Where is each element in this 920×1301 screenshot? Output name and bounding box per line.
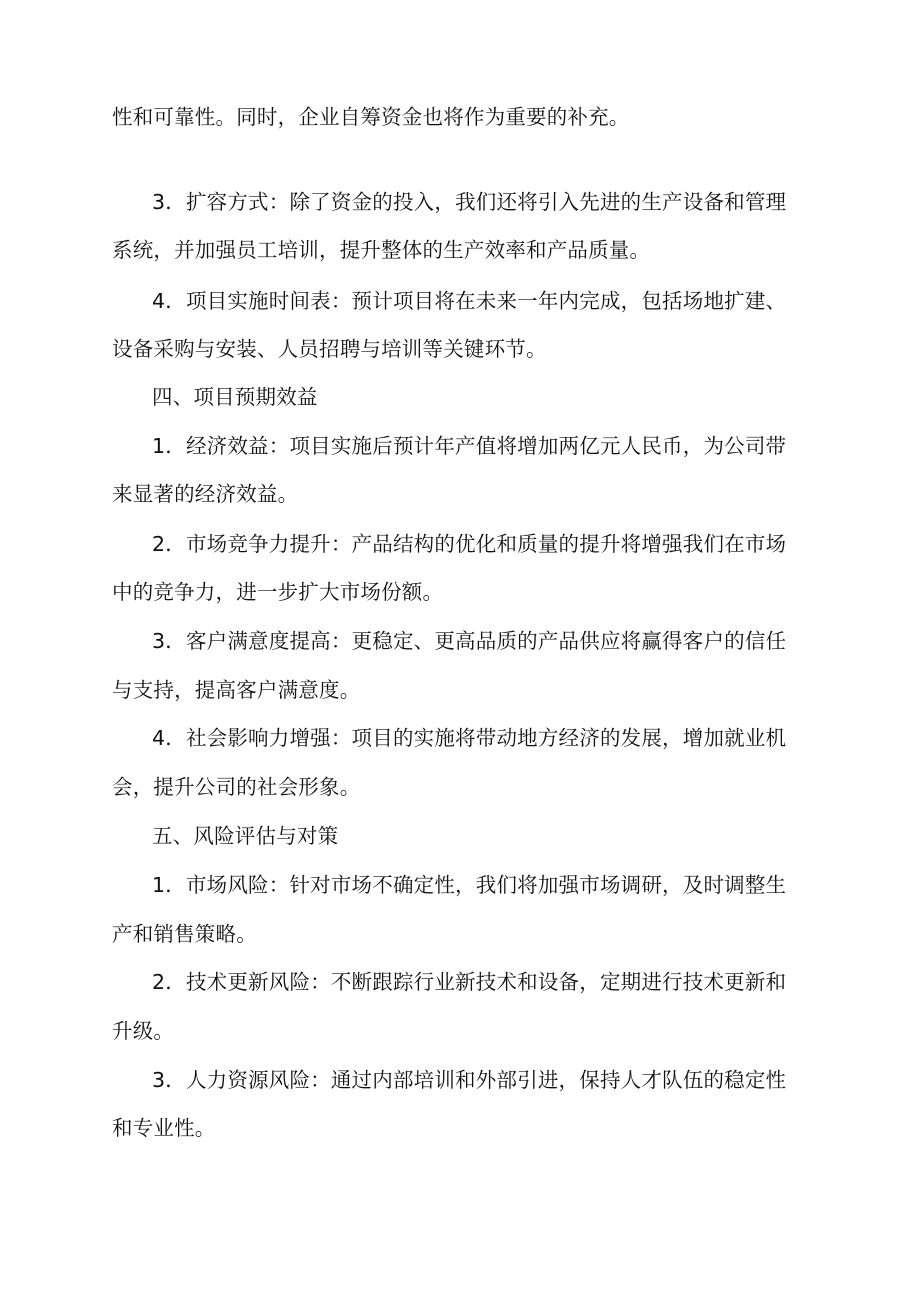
text-line: 系统，并加强员工培训，提升整体的生产效率和产品质量。 <box>112 238 651 262</box>
text-line: 产和销售策略。 <box>112 922 257 946</box>
text-line: 1．市场风险：针对市场不确定性，我们将加强市场调研，及时调整生 <box>152 873 787 897</box>
text-line: 中的竞争力，进一步扩大市场份额。 <box>112 580 444 604</box>
text-line: 性和可靠性。同时，企业自筹资金也将作为重要的补充。 <box>112 105 630 129</box>
section-heading: 五、风险评估与对策 <box>152 824 339 848</box>
text-line: 和专业性。 <box>112 1116 216 1140</box>
text-line: 1．经济效益：项目实施后预计年产值将增加两亿元人民币，为公司带 <box>152 434 787 458</box>
text-line: 来显著的经济效益。 <box>112 482 299 506</box>
text-line: 4．社会影响力增强：项目的实施将带动地方经济的发展，增加就业机 <box>152 726 787 750</box>
text-line: 2．市场竞争力提升：产品结构的优化和质量的提升将增强我们在市场 <box>152 532 787 556</box>
text-line: 3．客户满意度提高：更稳定、更高品质的产品供应将赢得客户的信任 <box>152 629 787 653</box>
text-line: 与支持，提高客户满意度。 <box>112 678 361 702</box>
text-line: 2．技术更新风险：不断跟踪行业新技术和设备，定期进行技术更新和 <box>152 970 787 994</box>
text-line: 设备采购与安装、人员招聘与培训等关键环节。 <box>112 337 547 361</box>
text-line: 会，提升公司的社会形象。 <box>112 775 361 799</box>
text-line: 4．项目实施时间表：预计项目将在未来一年内完成，包括场地扩建、 <box>152 289 787 313</box>
text-line: 升级。 <box>112 1019 175 1043</box>
section-heading: 四、项目预期效益 <box>152 385 318 409</box>
text-line: 3．人力资源风险：通过内部培训和外部引进，保持人才队伍的稳定性 <box>152 1068 787 1092</box>
text-line: 3．扩容方式：除了资金的投入，我们还将引入先进的生产设备和管理 <box>152 190 787 214</box>
